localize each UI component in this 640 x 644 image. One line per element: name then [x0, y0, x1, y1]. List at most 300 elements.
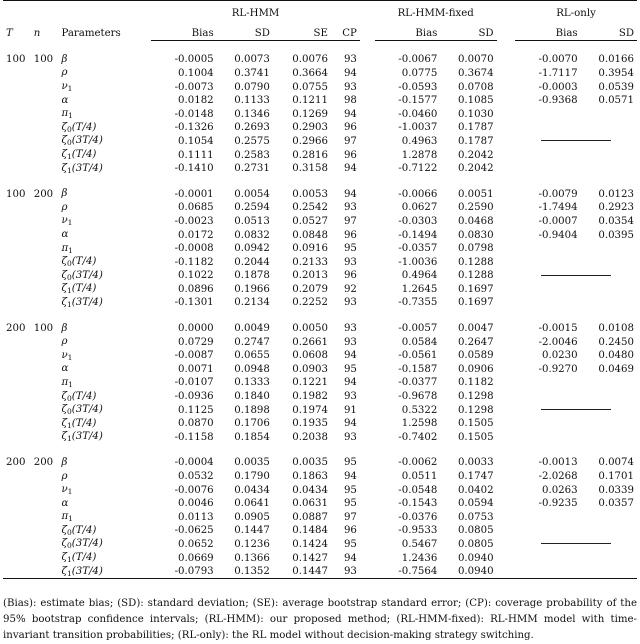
table-row [3, 551, 637, 565]
param-symbol: ζ [61, 565, 67, 577]
cell-rl-hmm: 0.0046 [178, 498, 214, 510]
cell-parameter [58, 470, 151, 484]
table-row [3, 283, 637, 297]
cell-rl-hmm: 0.0035 [292, 457, 328, 469]
cell-rl-hmm-fixed: 0.1697 [457, 283, 494, 295]
cell-n [31, 551, 59, 565]
cell-rl-hmm-fixed: -0.1543 [398, 498, 438, 510]
cell-gap [497, 228, 515, 242]
param-symbol: β [61, 53, 68, 65]
cell-T [3, 417, 31, 431]
param-subscript: 0 [66, 407, 72, 417]
cell-gap [360, 483, 375, 497]
cell-rl-hmm-fixed: 0.0051 [457, 188, 494, 200]
param-subscript: 0 [66, 393, 72, 403]
cell-rl-only-empty [515, 255, 637, 269]
table-row [3, 148, 637, 162]
cell-rl-hmm: 0.1854 [234, 431, 270, 443]
param-subscript: 1 [67, 487, 73, 497]
cell-rl-hmm: 0.2542 [292, 202, 328, 214]
cell-rl-hmm: 0.1211 [292, 95, 328, 107]
cell-n [31, 80, 59, 94]
not-applicable-dash [541, 409, 611, 410]
cell-rl-hmm-fixed: 0.5322 [401, 404, 438, 416]
cell-n: 100 [33, 323, 54, 335]
col-fixed-sd: SD [440, 27, 496, 41]
cell-parameter [58, 53, 151, 67]
cell-gap [360, 94, 375, 108]
cell-T [3, 228, 31, 242]
param-subscript: 0 [66, 527, 72, 537]
cell-parameter [58, 322, 151, 336]
col-only-bias: Bias [515, 27, 581, 41]
cell-rl-hmm: 0.1352 [217, 565, 273, 579]
cell-rl-hmm: 94 [343, 418, 357, 430]
cell-gap [360, 269, 375, 283]
cell-rl-hmm: 0.3741 [234, 67, 270, 79]
cell-rl-hmm: 0.0755 [292, 81, 328, 93]
cell-rl-only: -0.0070 [538, 54, 578, 66]
cell-gap [497, 80, 515, 94]
cell-rl-only: -2.0046 [538, 336, 578, 348]
cell-rl-hmm: 96 [343, 229, 357, 241]
cell-rl-hmm: 0.0905 [234, 511, 270, 523]
cell-rl-hmm: 0.1133 [234, 95, 270, 107]
cell-rl-hmm: 94 [343, 188, 357, 200]
cell-rl-hmm: 0.1878 [234, 270, 270, 282]
cell-rl-hmm: 0.2038 [292, 431, 328, 443]
param-argument: (3T/4) [71, 269, 103, 281]
param-symbol: π [61, 108, 69, 120]
cell-n [31, 94, 59, 108]
cell-rl-hmm: 97 [343, 135, 357, 147]
cell-rl-only: 0.0469 [598, 363, 634, 375]
cell-rl-hmm: 0.0113 [178, 511, 214, 523]
table-row [3, 483, 637, 497]
cell-rl-hmm-fixed: 0.1787 [457, 135, 494, 147]
cell-rl-hmm: 0.1790 [234, 471, 270, 483]
cell-rl-hmm: 0.1427 [292, 552, 328, 564]
cell-n [31, 363, 59, 377]
cell-rl-hmm-fixed: 0.0589 [457, 350, 494, 362]
param-argument: (3T/4) [71, 565, 103, 577]
table-row [3, 80, 637, 94]
cell-parameter [58, 483, 151, 497]
cell-T [3, 67, 31, 81]
cell-rl-hmm: 0.0172 [178, 229, 214, 241]
param-symbol: ζ [61, 296, 67, 308]
cell-rl-hmm: 0.2583 [234, 149, 270, 161]
cell-rl-hmm: 97 [343, 511, 357, 523]
cell-rl-hmm: 0.2731 [234, 163, 270, 175]
cell-T [3, 121, 31, 135]
cell-rl-hmm: 0.2903 [292, 122, 328, 134]
cell-gap [360, 363, 375, 377]
cell-rl-hmm-fixed: 0.4963 [401, 135, 438, 147]
group-rl-hmm: RL-HMM [151, 1, 360, 27]
param-symbol: ζ [61, 283, 67, 295]
cell-rl-hmm: 95 [343, 243, 357, 255]
cell-T: 200 [6, 323, 26, 335]
cell-rl-hmm-fixed: 0.1697 [457, 297, 494, 309]
param-argument: (T/4) [71, 390, 97, 402]
cell-parameter [58, 565, 151, 579]
cell-rl-hmm: 0.0655 [234, 350, 270, 362]
cell-rl-hmm-fixed: -0.0377 [398, 377, 438, 389]
cell-gap [360, 242, 375, 256]
cell-rl-hmm-fixed: 0.0033 [457, 457, 494, 469]
cell-parameter [58, 269, 151, 283]
param-subscript: 0 [66, 272, 72, 282]
param-symbol: ν [61, 215, 68, 227]
cell-T [3, 201, 31, 215]
cell-rl-hmm: 0.0071 [178, 363, 214, 375]
cell-rl-only: -0.9270 [538, 363, 578, 375]
col-cp: CP [331, 27, 360, 41]
cell-rl-hmm: 0.1447 [273, 565, 331, 579]
cell-rl-hmm-fixed: -0.0062 [398, 457, 438, 469]
cell-rl-hmm-fixed: 0.0753 [457, 511, 494, 523]
cell-parameter [58, 135, 151, 149]
cell-rl-hmm: 93 [343, 256, 357, 268]
cell-gap [497, 538, 515, 552]
cell-rl-hmm: 0.2252 [292, 297, 328, 309]
cell-rl-hmm: 94 [343, 377, 357, 389]
cell-T [3, 551, 31, 565]
cell-parameter [58, 148, 151, 162]
cell-gap [360, 107, 375, 121]
param-subscript: 1 [66, 568, 72, 578]
cell-rl-hmm-fixed: -0.7564 [375, 565, 441, 579]
cell-gap [360, 524, 375, 538]
table-row [3, 53, 637, 67]
cell-rl-hmm: 0.2747 [234, 336, 270, 348]
table-row [3, 135, 637, 149]
cell-T [3, 538, 31, 552]
param-symbol: ν [61, 81, 68, 93]
cell-rl-only: 0.2923 [598, 202, 634, 214]
cell-rl-hmm: -0.1410 [174, 163, 214, 175]
cell-parameter [58, 67, 151, 81]
param-argument: (T/4) [71, 283, 97, 295]
cell-rl-only-empty [515, 417, 637, 431]
cell-rl-hmm-fixed: -0.0376 [398, 511, 438, 523]
cell-rl-hmm-fixed: 0.0627 [401, 202, 438, 214]
block-spacer [3, 41, 637, 54]
cell-gap [497, 255, 515, 269]
cell-parameter [58, 511, 151, 525]
cell-rl-only-empty [515, 162, 637, 176]
cell-gap [360, 511, 375, 525]
cell-T [3, 107, 31, 121]
cell-rl-hmm-fixed: 0.0805 [457, 525, 494, 537]
cell-rl-hmm: 0.0527 [292, 215, 328, 227]
cell-T [3, 376, 31, 390]
param-subscript: 1 [66, 555, 72, 565]
cell-rl-hmm: 0.1935 [292, 418, 328, 430]
table-row [3, 431, 637, 445]
cell-n [31, 470, 59, 484]
param-symbol: ζ [61, 552, 67, 564]
cell-gap [360, 403, 375, 417]
cell-rl-hmm: -0.0023 [174, 215, 214, 227]
param-subscript: 1 [66, 434, 72, 444]
cell-rl-hmm: 0.0054 [234, 188, 270, 200]
param-subscript: 1 [67, 352, 73, 362]
cell-gap [497, 483, 515, 497]
cell-rl-only-empty [515, 376, 637, 390]
cell-n [31, 121, 59, 135]
cell-gap [360, 80, 375, 94]
cell-rl-hmm: 0.2693 [234, 122, 270, 134]
param-argument: (T/4) [71, 149, 97, 161]
cell-gap [360, 551, 375, 565]
cell-rl-hmm: 93 [343, 391, 357, 403]
group-rl-hmm-fixed: RL-HMM-fixed [375, 1, 497, 27]
cell-rl-hmm: 93 [343, 297, 357, 309]
cell-gap [360, 53, 375, 67]
param-argument: (3T/4) [71, 162, 103, 174]
cell-parameter [58, 403, 151, 417]
param-symbol: ζ [61, 149, 67, 161]
cell-rl-hmm-fixed: -0.1494 [398, 229, 438, 241]
table-row [3, 228, 637, 242]
results-table [3, 0, 637, 579]
cell-rl-hmm: 94 [343, 67, 357, 79]
param-subscript: 0 [66, 138, 72, 148]
col-n: n [33, 28, 41, 40]
cell-n [31, 148, 59, 162]
cell-rl-hmm-fixed: 0.1288 [457, 270, 494, 282]
cell-rl-hmm-fixed: 0.0070 [457, 54, 494, 66]
cell-rl-only-empty [515, 242, 637, 256]
param-symbol: ζ [61, 431, 67, 443]
cell-rl-only: -0.0003 [538, 81, 578, 93]
cell-rl-hmm-fixed: 0.0798 [457, 243, 494, 255]
param-subscript: 1 [67, 84, 73, 94]
cell-rl-hmm: 0.0896 [178, 283, 214, 295]
cell-rl-only-empty [515, 551, 637, 565]
cell-rl-hmm: 93 [343, 336, 357, 348]
cell-rl-only: -1.7494 [538, 202, 578, 214]
cell-n [31, 215, 59, 229]
cell-gap [497, 497, 515, 511]
cell-gap [497, 53, 515, 67]
table-row [3, 107, 637, 121]
cell-rl-hmm: 0.0903 [292, 363, 328, 375]
table-row [3, 538, 637, 552]
cell-gap [497, 390, 515, 404]
cell-rl-only: -1.7117 [538, 67, 578, 79]
cell-rl-hmm: 0.0035 [234, 457, 270, 469]
cell-rl-hmm: 0.0887 [292, 511, 328, 523]
cell-gap [497, 322, 515, 336]
cell-rl-hmm: -0.0001 [174, 188, 214, 200]
cell-rl-hmm: 96 [343, 270, 357, 282]
param-subscript: 1 [68, 514, 73, 524]
cell-rl-only: 0.0230 [541, 350, 578, 362]
cell-rl-only-empty [515, 269, 637, 283]
cell-rl-hmm: -0.0936 [174, 391, 214, 403]
table-row [3, 349, 637, 363]
cell-gap [497, 215, 515, 229]
cell-rl-hmm: 0.1125 [178, 404, 214, 416]
cell-rl-hmm: 94 [343, 552, 357, 564]
table-row [3, 565, 637, 579]
cell-rl-hmm: 0.0434 [292, 484, 328, 496]
cell-rl-hmm-fixed: -0.7355 [398, 297, 438, 309]
cell-rl-only: 0.2450 [598, 336, 634, 348]
cell-rl-hmm: -0.0107 [174, 377, 214, 389]
cell-rl-hmm: 0.0729 [178, 336, 214, 348]
cell-rl-hmm-fixed: -0.0561 [398, 350, 438, 362]
cell-gap [497, 135, 515, 149]
cell-rl-hmm: 0.3664 [292, 67, 328, 79]
table-row [3, 456, 637, 470]
cell-rl-hmm-fixed: -0.0548 [398, 484, 438, 496]
cell-gap [360, 162, 375, 176]
cell-rl-hmm: -0.1182 [174, 256, 214, 268]
table-row [3, 511, 637, 525]
cell-rl-only: 0.3954 [598, 67, 634, 79]
cell-rl-hmm-fixed: 1.2598 [401, 418, 438, 430]
param-symbol: β [61, 188, 68, 200]
col-bias: Bias [151, 27, 217, 41]
block-spacer [3, 175, 637, 187]
cell-gap [497, 511, 515, 525]
cell-parameter [58, 538, 151, 552]
cell-rl-hmm: 0.0948 [234, 363, 270, 375]
cell-rl-only: -0.9404 [538, 229, 578, 241]
cell-rl-hmm: 0.2044 [234, 256, 270, 268]
cell-n [31, 497, 59, 511]
cell-gap [497, 565, 515, 579]
col-only-sd: SD [581, 27, 637, 41]
block-spacer [3, 444, 637, 456]
cell-T [3, 483, 31, 497]
cell-rl-only-empty [515, 511, 637, 525]
table-row [3, 215, 637, 229]
param-subscript: 0 [66, 541, 72, 551]
cell-rl-hmm-fixed: 0.0708 [457, 81, 494, 93]
cell-n [31, 417, 59, 431]
cell-rl-hmm: -0.1301 [174, 297, 214, 309]
cell-rl-hmm-fixed: 0.5467 [401, 538, 438, 550]
cell-T [3, 403, 31, 417]
cell-parameter [58, 335, 151, 349]
col-sd: SD [217, 27, 273, 41]
cell-gap [497, 201, 515, 215]
cell-rl-hmm-fixed: -1.0036 [398, 256, 438, 268]
cell-rl-hmm-fixed: -0.9678 [398, 391, 438, 403]
cell-rl-hmm: 0.1366 [234, 552, 270, 564]
cell-parameter [58, 551, 151, 565]
cell-n [31, 403, 59, 417]
cell-T [3, 162, 31, 176]
cell-rl-hmm-fixed: 0.0047 [457, 323, 494, 335]
cell-parameter [58, 349, 151, 363]
param-argument: (3T/4) [71, 538, 103, 550]
table-row [3, 296, 637, 310]
cell-rl-hmm: 0.1236 [234, 538, 270, 550]
cell-rl-hmm: 0.0685 [178, 202, 214, 214]
cell-rl-hmm-fixed: 1.2436 [401, 552, 438, 564]
cell-n [31, 283, 59, 297]
cell-gap [360, 283, 375, 297]
cell-rl-only: 0.0354 [598, 215, 634, 227]
cell-rl-hmm: 0.0076 [292, 54, 328, 66]
cell-rl-hmm: 0.2133 [292, 256, 328, 268]
cell-rl-hmm-fixed: 0.2042 [457, 163, 494, 175]
cell-gap [497, 148, 515, 162]
cell-T [3, 349, 31, 363]
cell-rl-hmm: -0.0005 [174, 54, 214, 66]
cell-rl-hmm-fixed: 0.1298 [457, 391, 494, 403]
cell-gap [360, 296, 375, 310]
cell-gap [360, 67, 375, 81]
table-body [3, 41, 637, 579]
cell-rl-only: -0.0007 [538, 215, 578, 227]
param-symbol: α [61, 363, 69, 375]
param-symbol: π [61, 242, 69, 254]
cell-rl-hmm-fixed: -0.1577 [398, 95, 438, 107]
results-table-page [3, 0, 637, 579]
cell-gap [497, 162, 515, 176]
param-subscript: 0 [66, 259, 72, 269]
cell-rl-only: 0.0074 [598, 457, 634, 469]
cell-rl-hmm: 97 [343, 215, 357, 227]
param-subscript: 0 [66, 124, 72, 134]
table-row [3, 201, 637, 215]
cell-rl-hmm: -0.0008 [174, 243, 214, 255]
cell-rl-only-empty [515, 107, 637, 121]
param-symbol: ζ [61, 121, 67, 133]
cell-rl-hmm-fixed: 1.2645 [401, 283, 438, 295]
cell-rl-only: -0.9368 [538, 95, 578, 107]
cell-rl-hmm: 0.0942 [234, 243, 270, 255]
cell-rl-hmm: 0.1974 [292, 404, 328, 416]
cell-rl-hmm: 93 [343, 323, 357, 335]
param-symbol: ζ [61, 256, 67, 268]
cell-rl-hmm: 0.0000 [178, 323, 214, 335]
cell-rl-hmm: 0.0631 [292, 498, 328, 510]
cell-rl-only: 0.0480 [598, 350, 634, 362]
cell-gap [360, 255, 375, 269]
cell-parameter [58, 296, 151, 310]
param-argument: (T/4) [71, 552, 97, 564]
cell-rl-hmm: 0.0652 [178, 538, 214, 550]
param-symbol: β [61, 456, 68, 468]
cell-n: 200 [33, 457, 54, 469]
cell-rl-hmm-fixed: 0.1505 [457, 431, 494, 443]
table-row [3, 242, 637, 256]
cell-parameter [58, 417, 151, 431]
param-argument: (3T/4) [71, 404, 103, 416]
cell-n: 200 [33, 188, 54, 200]
cell-rl-hmm: 0.1111 [178, 149, 214, 161]
cell-gap [497, 551, 515, 565]
cell-rl-hmm: -0.1326 [174, 122, 214, 134]
param-symbol: ρ [61, 470, 68, 482]
cell-gap [360, 335, 375, 349]
cell-rl-hmm-fixed: 0.0940 [457, 552, 494, 564]
cell-rl-hmm-fixed: -0.0066 [398, 188, 438, 200]
cell-rl-only: 0.0539 [598, 81, 634, 93]
cell-rl-hmm: 0.0916 [292, 243, 328, 255]
param-symbol: ζ [61, 390, 67, 402]
cell-parameter [58, 390, 151, 404]
cell-gap [497, 349, 515, 363]
